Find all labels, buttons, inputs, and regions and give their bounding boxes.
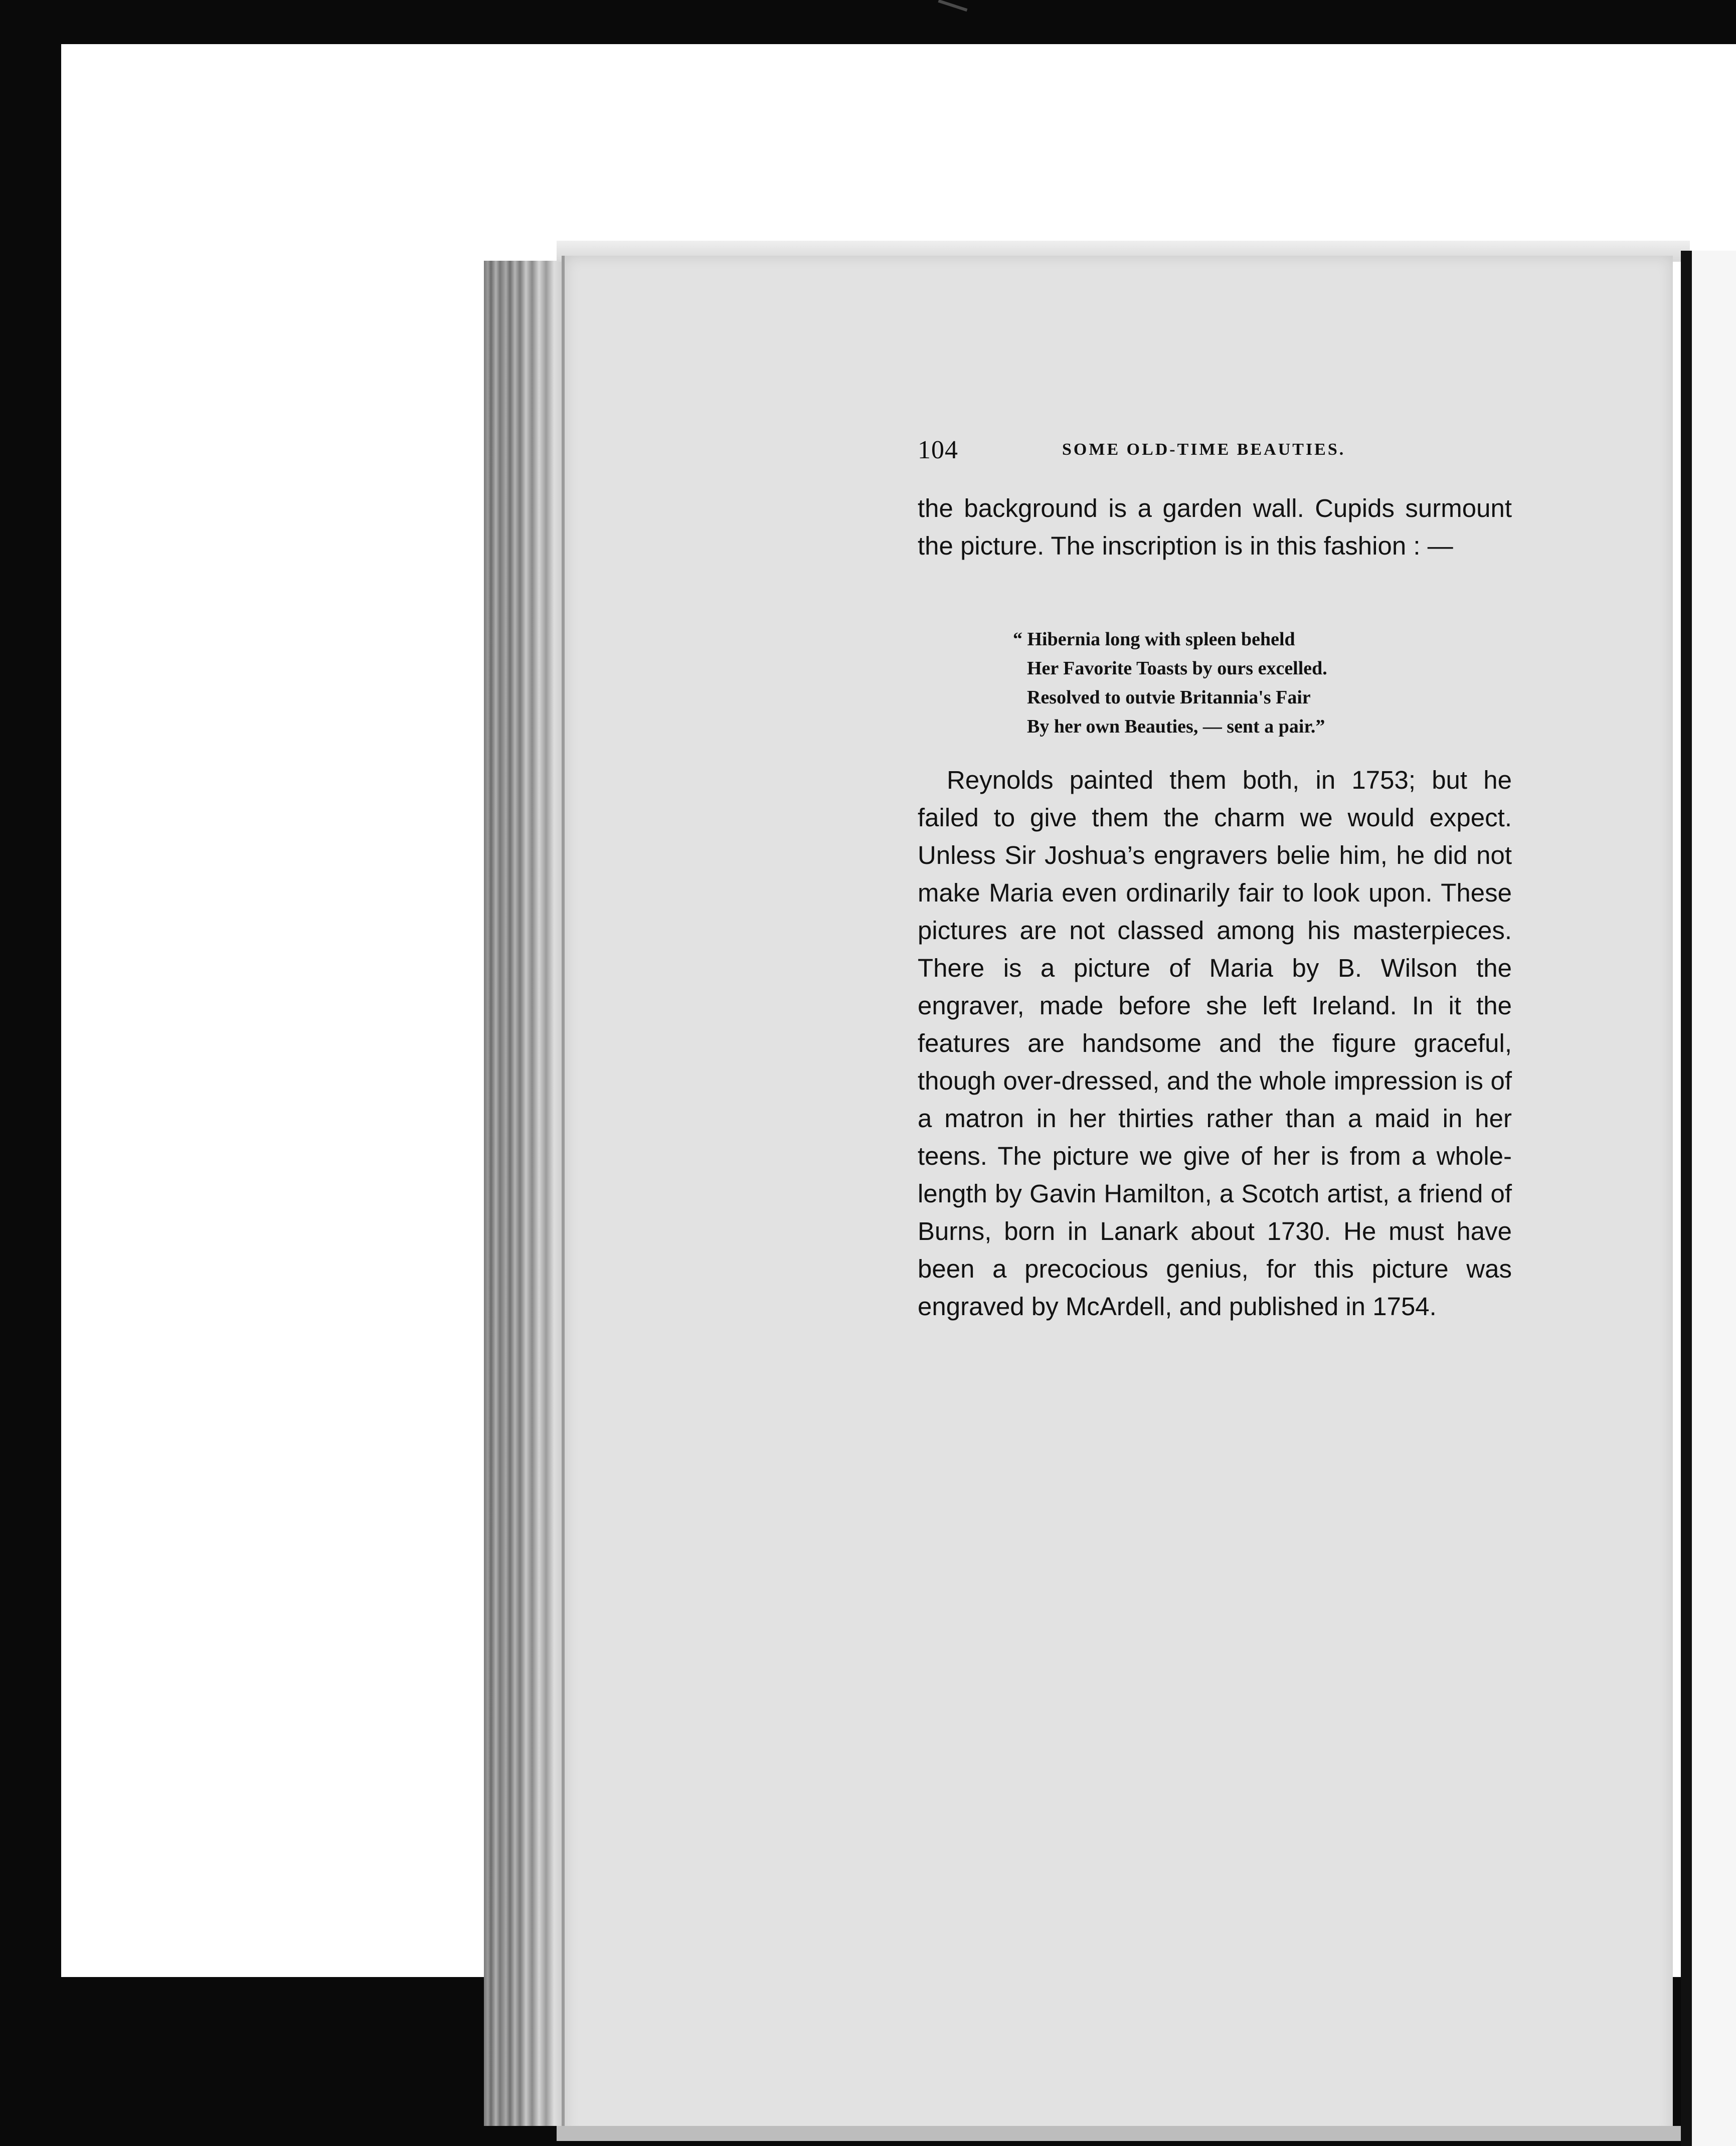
scan-mark xyxy=(938,0,968,12)
page-bottom-edge xyxy=(557,2126,1690,2141)
running-head: SOME OLD-TIME BEAUTIES. xyxy=(1062,440,1346,459)
verse-line: By her own Beauties, — sent a pair.” xyxy=(1027,716,1325,737)
page-stack-edge xyxy=(484,261,562,2126)
page-header xyxy=(918,435,1512,470)
verse-inscription xyxy=(1013,625,1464,741)
verse-line: “ Hibernia long with spleen beheld xyxy=(1013,629,1295,650)
page-number: 104 xyxy=(918,436,958,464)
verse-line: Resolved to outvie Britannia's Fair xyxy=(1027,687,1311,708)
paragraph-2: Reynolds painted them both, in 1753; but he failed to give them the charm we would expect. Unless Sir Joshua’s engravers belie him, he did not make Maria even ordinarily fair to look upon. These pictures are not classed among his masterpieces. There is a picture of Maria by B. Wilson the engraver, made before she left Ireland. In it the features are handsome and the figure graceful, though over-dressed, and the whole impression is of a matron in her thirties rather than a maid in her teens. The picture we give of her is from a whole-length by Gavin Hamilton, a Scotch artist, a friend of Burns, born in Lanark about 1730. He must have been a precocious genius, for this picture was engraved by McArdell, and published in 1754. xyxy=(918,766,1512,1321)
facing-page-edge xyxy=(1681,251,1736,2146)
paragraph-1: the background is a garden wall. Cupids surmount the picture. The inscription is in this fashion : — xyxy=(918,494,1512,560)
verse-line: Her Favorite Toasts by ours excelled. xyxy=(1027,658,1327,679)
